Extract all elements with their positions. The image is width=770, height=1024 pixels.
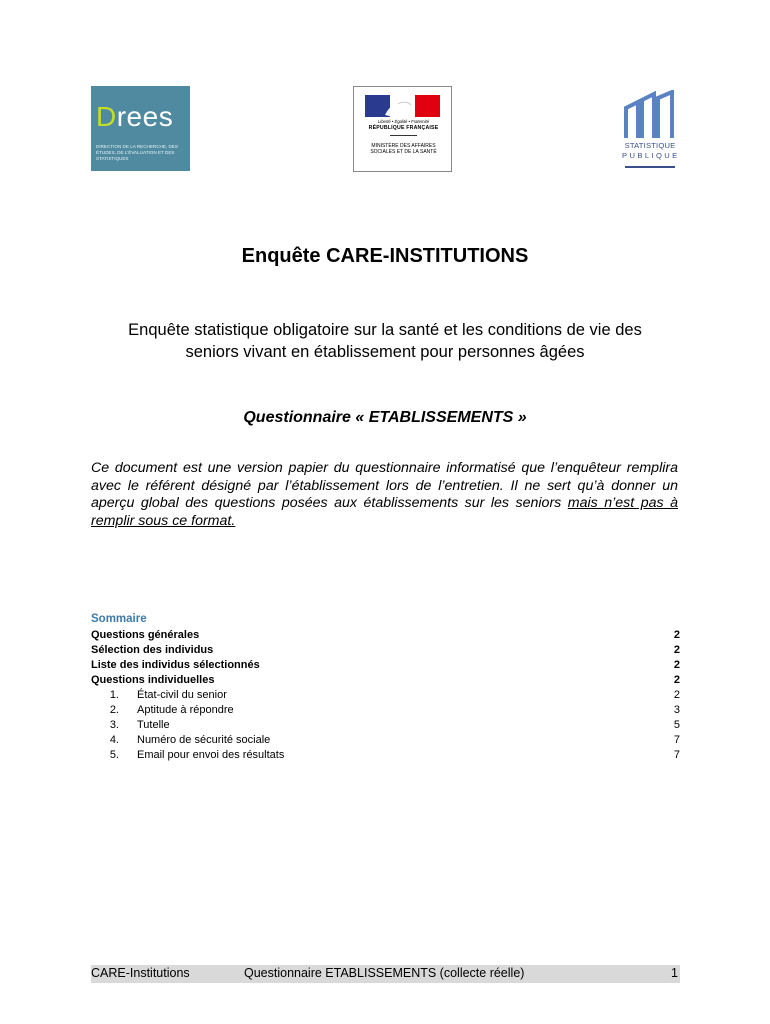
toc-entry[interactable]: Liste des individus sélectionnés 2 [91, 659, 680, 671]
toc-subentry[interactable]: 1. État-civil du senior 2 [109, 689, 680, 701]
drees-wordmark: Drees [96, 101, 174, 132]
document-title: Enquête CARE-INSTITUTIONS [241, 245, 529, 267]
footer-center: Questionnaire ETABLISSEMENTS (collecte réelle) [244, 966, 525, 980]
toc-entry[interactable]: Questions générales 2 [91, 629, 680, 641]
ministry-logo [353, 86, 452, 172]
statistique-label: STATISTIQUE [624, 141, 676, 150]
page-footer [91, 965, 680, 983]
publique-label: PUBLIQUE [622, 151, 680, 160]
drees-logo [91, 86, 190, 171]
footer-page-number: 1 [671, 966, 678, 980]
toc-entry[interactable]: Questions individuelles 2 [91, 674, 680, 686]
document-subtitle: Enquête statistique obligatoire sur la santé et les conditions de vie des seniors vivant en établissement pour personnes âgées [128, 321, 642, 361]
ministry-divider [390, 135, 417, 136]
toc-subentry[interactable]: 2. Aptitude à répondre 3 [109, 704, 680, 716]
statistique-publique-icon [622, 90, 678, 140]
toc-entry[interactable]: Sélection des individus 2 [91, 644, 680, 656]
french-flag-icon [365, 95, 440, 117]
footer-left: CARE-Institutions [91, 966, 190, 980]
questionnaire-title: Questionnaire « ETABLISSEMENTS » [243, 409, 527, 426]
table-of-contents [91, 628, 680, 763]
ministry-name: MINISTÈRE DES AFFAIRES SOCIALES ET DE LA SANTÉ [370, 143, 437, 155]
toc-subentry[interactable]: 5. Email pour envoi des résultats 7 [109, 749, 680, 761]
sommaire-heading: Sommaire [91, 613, 147, 625]
toc-subentry[interactable]: 4. Numéro de sécurité sociale 7 [109, 734, 680, 746]
ministry-motto: Liberté • Égalité • Fraternité [377, 119, 430, 124]
toc-subentry[interactable]: 3. Tutelle 5 [109, 719, 680, 731]
ministry-republic: RÉPUBLIQUE FRANÇAISE [368, 125, 439, 131]
drees-subtitle: DIRECTION DE LA RECHERCHE, DES ÉTUDES, DE L'ÉVALUATION ET DES STATISTIQUES [96, 144, 178, 161]
notice-text: Ce document est une version papier du questionnaire informatisé que l’enquêteur remplira avec le référent désigné par l’établissement lors de l’entretien. Il ne sert qu’à donner un aperçu global des questions posées aux établissements sur les seniors [91, 460, 678, 511]
notice-paragraph [91, 460, 678, 530]
statistique-publique-logo [622, 90, 678, 170]
statistique-rule [625, 166, 675, 168]
notice-underlined: mais n’est pas à remplir sous ce format. [91, 495, 678, 529]
